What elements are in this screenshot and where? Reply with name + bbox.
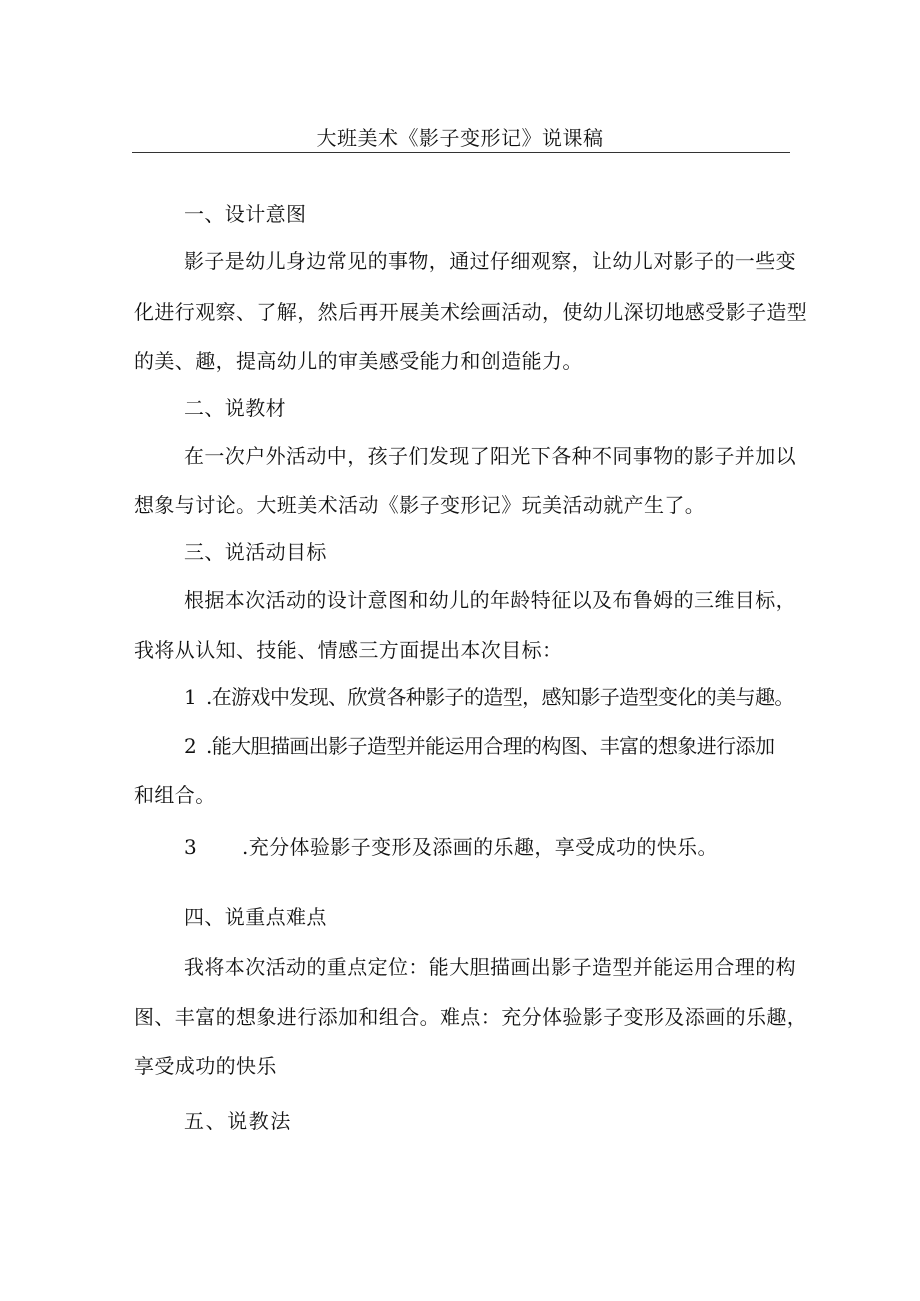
goal-number: 3: [184, 835, 198, 859]
paragraph-line: 想象与讨论。大班美术活动《影子变形记》玩美活动就产生了。: [134, 493, 706, 517]
section-heading-activity-goals: 三、说活动目标: [184, 540, 327, 564]
paragraph-line: 影子是幼儿身边常见的事物，通过仔细观察，让幼儿对影子的一些变: [184, 249, 796, 273]
document-title: 大班美术《影子变形记》说课稿: [316, 126, 604, 150]
goal-text: .在游戏中发现、欣赏各种影子的造型，感知影子造型变化的美与趣。: [206, 685, 794, 709]
paragraph-line: 在一次户外活动中，孩子们发现了阳光下各种不同事物的影子并加以: [184, 444, 796, 468]
section-heading-teaching-method: 五、说教法: [184, 1109, 292, 1133]
paragraph-line: 我将本次活动的重点定位：能大胆描画出影子造型并能运用合理的构: [184, 955, 796, 979]
paragraph-line: 图、丰富的想象进行添加和组合。难点：充分体验影子变形及添画的乐趣，: [134, 1005, 808, 1029]
goal-item-2: [184, 732, 844, 760]
section-heading-key-difficulties: 四、说重点难点: [184, 905, 327, 929]
goal-number: 2: [184, 734, 197, 758]
goal-text: .充分体验影子变形及添画的乐趣，享受成功的快乐。: [242, 835, 718, 859]
section-heading-teaching-material: 二、说教材: [184, 396, 286, 420]
goal-item-2-continued: 和组合。: [134, 783, 216, 807]
paragraph-line: 我将从认知、技能、情感三方面提出本次目标：: [134, 638, 563, 662]
goal-item-1: [184, 683, 844, 711]
title-underline: [132, 152, 790, 153]
goal-number: 1: [184, 685, 197, 709]
paragraph-line: 的美、趣，提高幼儿的审美感受能力和创造能力。: [134, 349, 583, 373]
goal-text: .能大胆描画出影子造型并能运用合理的构图、丰富的想象进行添加: [206, 734, 775, 758]
goal-item-3: [184, 833, 844, 861]
paragraph-line: 化进行观察、了解，然后再开展美术绘画活动，使幼儿深切地感受影子造型: [134, 300, 808, 324]
paragraph-line: 享受成功的快乐: [134, 1054, 277, 1078]
paragraph-line: 根据本次活动的设计意图和幼儿的年龄特征以及布鲁姆的三维目标，: [184, 588, 796, 612]
section-heading-design-intent: 一、设计意图: [184, 202, 307, 226]
